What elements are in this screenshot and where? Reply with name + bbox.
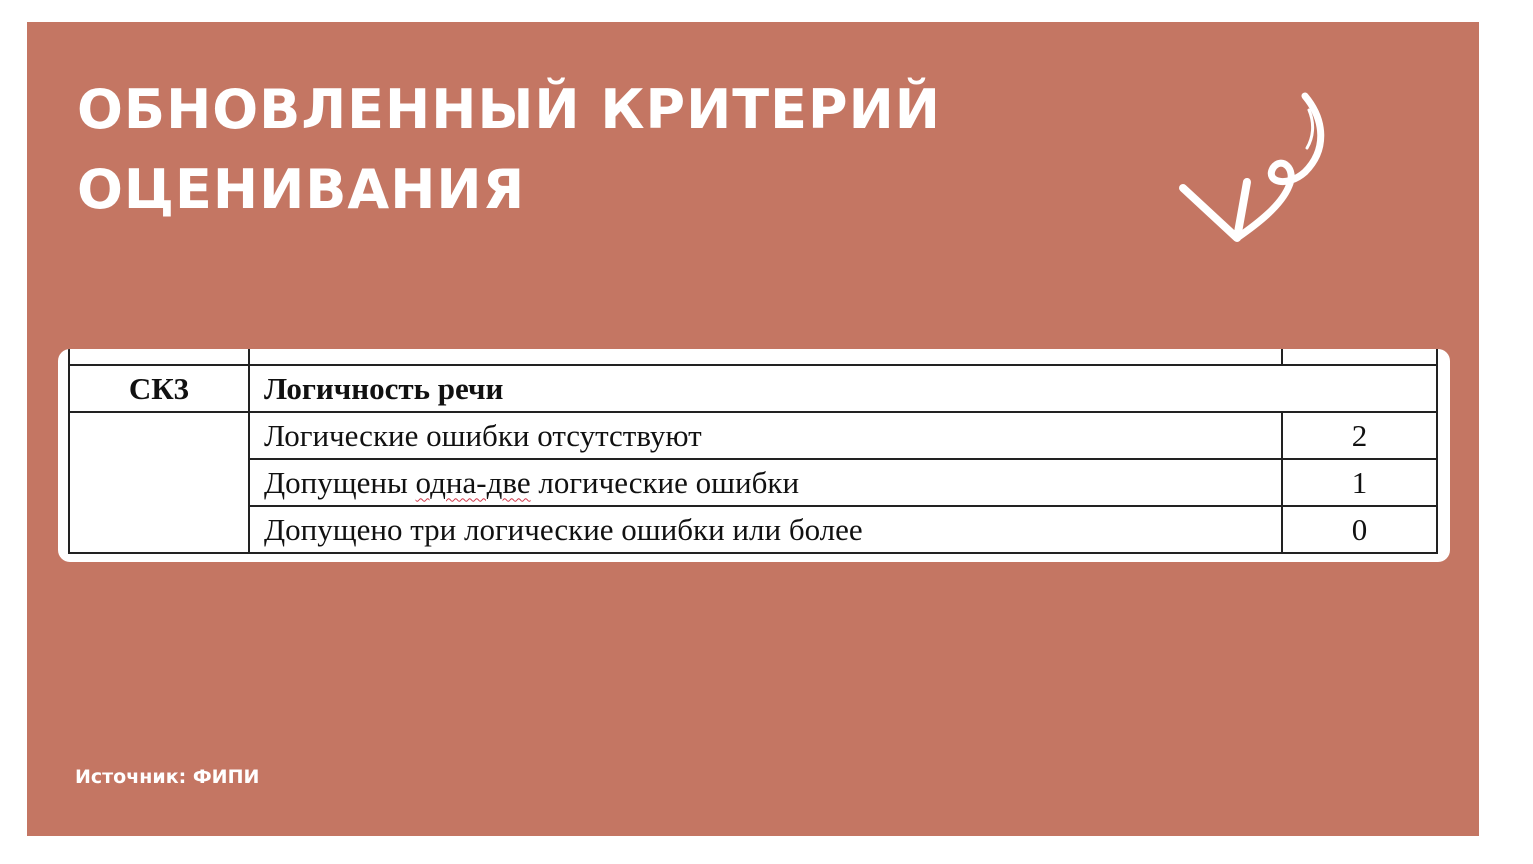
cut-off-row bbox=[69, 349, 1437, 365]
criteria-table-card bbox=[58, 349, 1450, 562]
slide bbox=[27, 22, 1479, 836]
criterion-name: Логичность речи bbox=[249, 365, 1437, 412]
table-row bbox=[69, 506, 1437, 553]
criterion-code: СК3 bbox=[69, 365, 249, 412]
table-row bbox=[69, 412, 1437, 459]
table-row bbox=[69, 459, 1437, 506]
row-score: 2 bbox=[1282, 412, 1437, 459]
criterion-header-row bbox=[69, 365, 1437, 412]
spellcheck-underlined-text: одна-две bbox=[415, 464, 531, 500]
empty-code-cell bbox=[69, 412, 249, 553]
criteria-table bbox=[68, 349, 1438, 554]
curly-arrow-icon bbox=[1177, 90, 1337, 250]
slide-title bbox=[77, 70, 941, 230]
title-line-2: ОЦЕНИВАНИЯ bbox=[77, 158, 526, 221]
row-description: Допущены одна-две логические ошибки bbox=[249, 459, 1282, 506]
row-score: 1 bbox=[1282, 459, 1437, 506]
source-caption: Источник: ФИПИ bbox=[75, 766, 260, 788]
title-line-1: ОБНОВЛЕННЫЙ КРИТЕРИЙ bbox=[77, 78, 941, 141]
row-description: Допущено три логические ошибки или более bbox=[249, 506, 1282, 553]
row-description: Логические ошибки отсутствуют bbox=[249, 412, 1282, 459]
row-score: 0 bbox=[1282, 506, 1437, 553]
